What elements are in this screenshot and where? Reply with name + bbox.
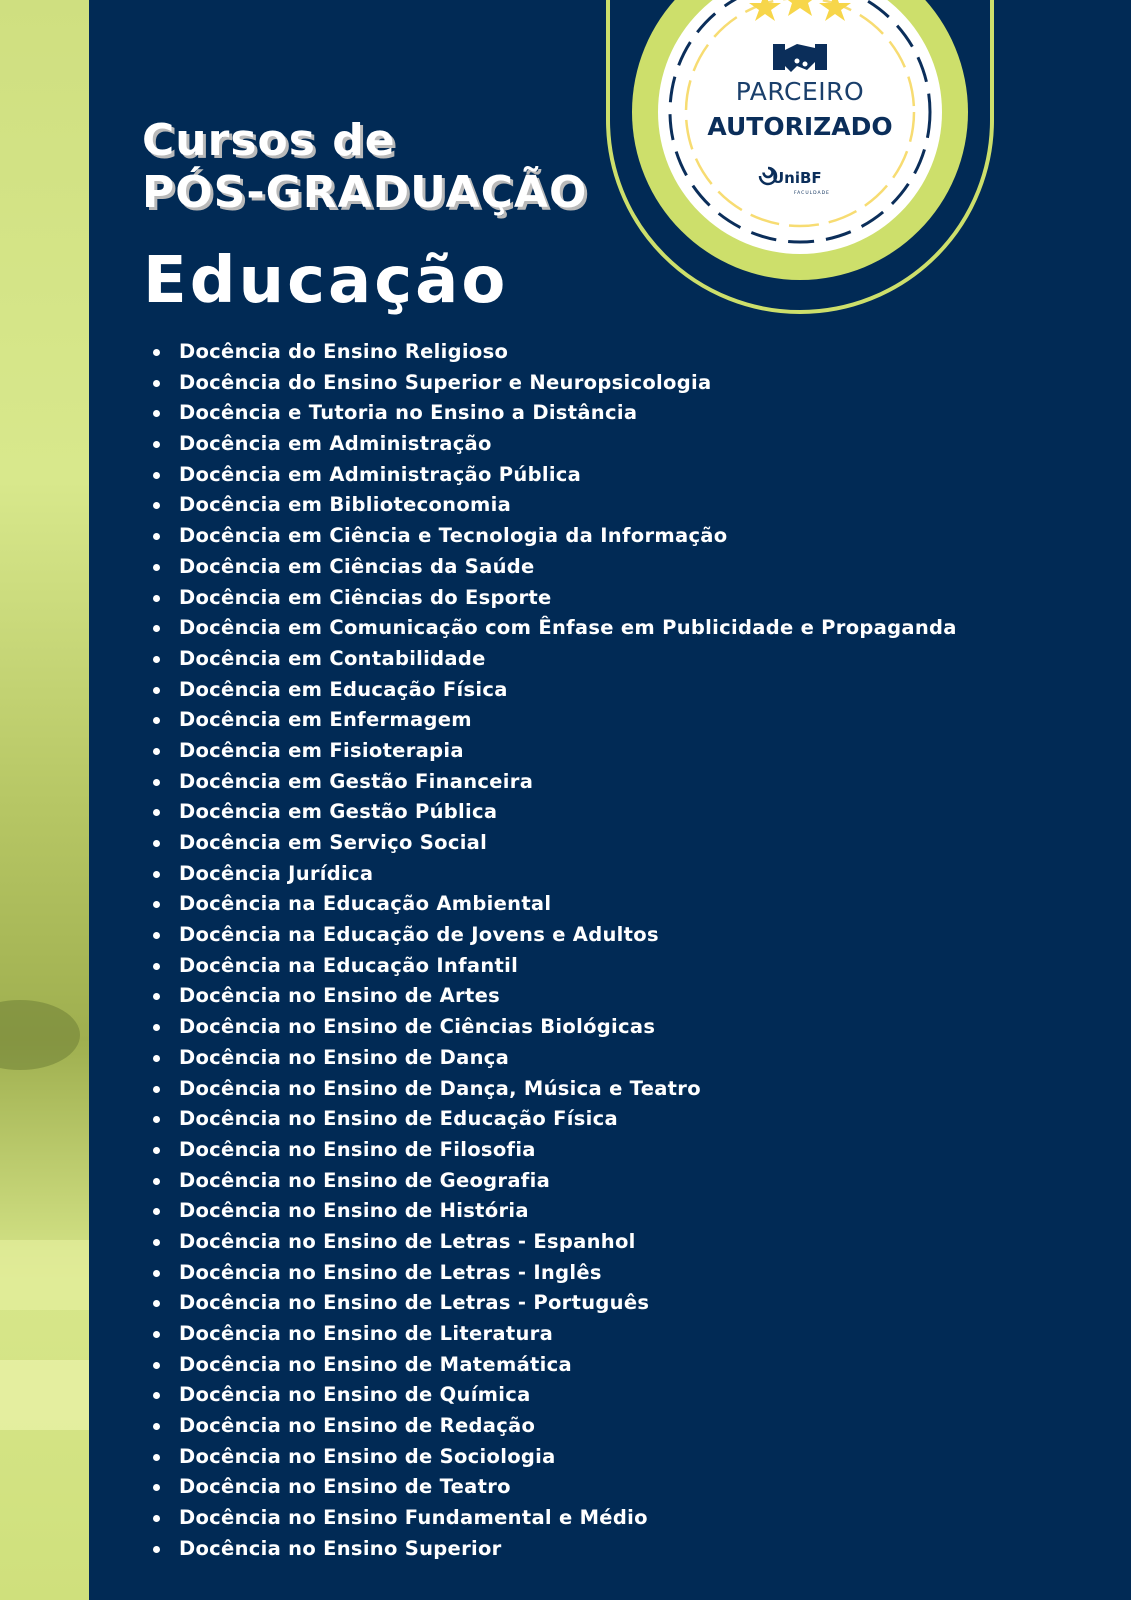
bullet-icon: [153, 748, 160, 755]
course-name: Docência no Ensino de Letras - Espanhol: [179, 1229, 636, 1253]
course-name: Docência em Enfermagem: [179, 708, 472, 732]
list-item: [150, 1319, 957, 1350]
bullet-icon: [153, 1392, 160, 1399]
bullet-icon: [153, 1178, 160, 1185]
course-name: Docência em Administração Pública: [179, 462, 582, 486]
list-item: [150, 889, 957, 920]
course-name: Docência no Ensino de Teatro: [179, 1475, 511, 1499]
course-name: Docência em Biblioteconomia: [179, 493, 512, 517]
list-item: [150, 859, 957, 890]
list-item: [150, 583, 957, 614]
course-name: Docência no Ensino de Dança, Música e Teatro: [179, 1076, 701, 1100]
course-name: Docência em Ciências da Saúde: [179, 554, 535, 578]
course-name: Docência no Ensino de Letras - Português: [179, 1291, 650, 1315]
course-name: Docência no Ensino de Matemática: [179, 1352, 572, 1376]
course-name: Docência e Tutoria no Ensino a Distância: [179, 401, 638, 425]
bullet-icon: [153, 656, 160, 663]
bullet-icon: [153, 1331, 160, 1338]
list-item: [150, 1350, 957, 1381]
bullet-icon: [153, 1300, 160, 1307]
list-item: [150, 920, 957, 951]
course-name: Docência no Ensino de História: [179, 1199, 529, 1223]
bullet-icon: [153, 472, 160, 479]
bullet-icon: [153, 1484, 160, 1491]
bullet-icon: [153, 1086, 160, 1093]
badge-line-2: AUTORIZADO: [707, 112, 893, 141]
list-item: [150, 1442, 957, 1473]
bullet-icon: [153, 349, 160, 356]
course-name: Docência em Gestão Pública: [179, 800, 498, 824]
course-name: Docência no Ensino de Artes: [179, 984, 501, 1008]
badge-line-1: PARCEIRO: [735, 77, 865, 106]
course-name: Docência no Ensino de Filosofia: [179, 1137, 536, 1161]
bullet-icon: [153, 1546, 160, 1553]
course-name: Docência em Ciência e Tecnologia da Informação: [179, 524, 728, 548]
course-name: Docência em Educação Física: [179, 677, 508, 701]
title-line-2: PÓS-GRADUAÇÃO: [142, 167, 588, 218]
bullet-icon: [153, 687, 160, 694]
bullet-icon: [153, 993, 160, 1000]
bullet-icon: [153, 901, 160, 908]
list-item: [150, 1472, 957, 1503]
bullet-icon: [153, 533, 160, 540]
list-item: [150, 368, 957, 399]
bullet-icon: [153, 1116, 160, 1123]
book-shape: [0, 1240, 89, 1310]
list-item: [150, 1503, 957, 1534]
bullet-icon: [153, 625, 160, 632]
list-item: [150, 1012, 957, 1043]
course-name: Docência no Ensino de Geografia: [179, 1168, 551, 1192]
course-list: [150, 337, 957, 1565]
course-name: Docência na Educação de Jovens e Adultos: [179, 923, 659, 947]
bullet-icon: [153, 779, 160, 786]
list-item: [150, 552, 957, 583]
bullet-icon: [153, 441, 160, 448]
bullet-icon: [153, 1147, 160, 1154]
list-item: [150, 951, 957, 982]
bullet-icon: [153, 564, 160, 571]
bullet-icon: [153, 840, 160, 847]
course-name: Docência no Ensino de Química: [179, 1383, 531, 1407]
list-item: [150, 1380, 957, 1411]
bullet-icon: [153, 1423, 160, 1430]
list-item: [150, 460, 957, 491]
bullet-icon: [153, 809, 160, 816]
bullet-icon: [153, 410, 160, 417]
bullet-icon: [153, 871, 160, 878]
course-name: Docência Jurídica: [179, 861, 374, 885]
course-name: Docência no Ensino Fundamental e Médio: [179, 1506, 648, 1530]
authorized-partner-badge: [600, 0, 1000, 332]
list-item: [150, 1043, 957, 1074]
bullet-icon: [153, 1055, 160, 1062]
course-name: Docência do Ensino Superior e Neuropsicologia: [179, 370, 712, 394]
course-name: Docência no Ensino de Letras - Inglês: [179, 1260, 602, 1284]
list-item: [150, 1196, 957, 1227]
list-item: [150, 1288, 957, 1319]
list-item: [150, 1135, 957, 1166]
bullet-icon: [153, 1362, 160, 1369]
course-name: Docência no Ensino Superior: [179, 1536, 502, 1560]
course-name: Docência em Serviço Social: [179, 831, 488, 854]
list-item: [150, 337, 957, 368]
list-item: [150, 429, 957, 460]
bullet-icon: [153, 1208, 160, 1215]
bullet-icon: [153, 595, 160, 602]
list-item: [150, 1166, 957, 1197]
background-photo-strip: [0, 0, 89, 1600]
course-name: Docência no Ensino de Literatura: [179, 1322, 554, 1345]
course-name: Docência em Contabilidade: [179, 646, 486, 670]
list-item: [150, 613, 957, 644]
bullet-icon: [153, 932, 160, 939]
book-shape: [0, 1360, 89, 1430]
course-name: Docência na Educação Ambiental: [179, 892, 552, 916]
title-line-1: Cursos de: [142, 115, 396, 166]
bullet-icon: [153, 717, 160, 724]
list-item: [150, 705, 957, 736]
course-name: Docência no Ensino de Sociologia: [179, 1444, 556, 1468]
list-item: [150, 1411, 957, 1442]
course-name: Docência no Ensino de Dança: [179, 1045, 510, 1069]
course-name: Docência na Educação Infantil: [179, 953, 519, 977]
course-name: Docência no Ensino de Ciências Biológicas: [179, 1015, 656, 1039]
brand-subtitle: FACULDADE: [794, 191, 830, 196]
list-item: [150, 797, 957, 828]
bullet-icon: [153, 1515, 160, 1522]
course-name: Docência do Ensino Religioso: [179, 340, 509, 363]
category-title: Educação: [143, 244, 509, 318]
list-item: [150, 828, 957, 859]
list-item: [150, 1534, 957, 1565]
list-item: [150, 981, 957, 1012]
list-item: [150, 521, 957, 552]
bullet-icon: [153, 380, 160, 387]
course-name: Docência em Administração: [179, 432, 492, 456]
brand-name: UniBF: [772, 169, 822, 187]
bullet-icon: [153, 1239, 160, 1246]
course-name: Docência no Ensino de Educação Física: [179, 1107, 618, 1131]
list-item: [150, 1074, 957, 1105]
course-name: Docência em Comunicação com Ênfase em Publicidade e Propaganda: [179, 616, 957, 640]
bullet-icon: [153, 1024, 160, 1031]
list-item: [150, 398, 957, 429]
list-item: [150, 644, 957, 675]
list-item: [150, 736, 957, 767]
list-item: [150, 1227, 957, 1258]
bullet-icon: [153, 1270, 160, 1277]
course-name: Docência no Ensino de Redação: [179, 1414, 536, 1438]
bullet-icon: [153, 963, 160, 970]
magnifier-shape: [0, 1000, 80, 1070]
list-item: [150, 675, 957, 706]
course-name: Docência em Fisioterapia: [179, 738, 464, 762]
list-item: [150, 1258, 957, 1289]
course-name: Docência em Gestão Financeira: [179, 769, 534, 793]
course-name: Docência em Ciências do Esporte: [179, 585, 552, 609]
list-item: [150, 767, 957, 798]
list-item: [150, 490, 957, 521]
bullet-icon: [153, 502, 160, 509]
bullet-icon: [153, 1454, 160, 1461]
list-item: [150, 1104, 957, 1135]
